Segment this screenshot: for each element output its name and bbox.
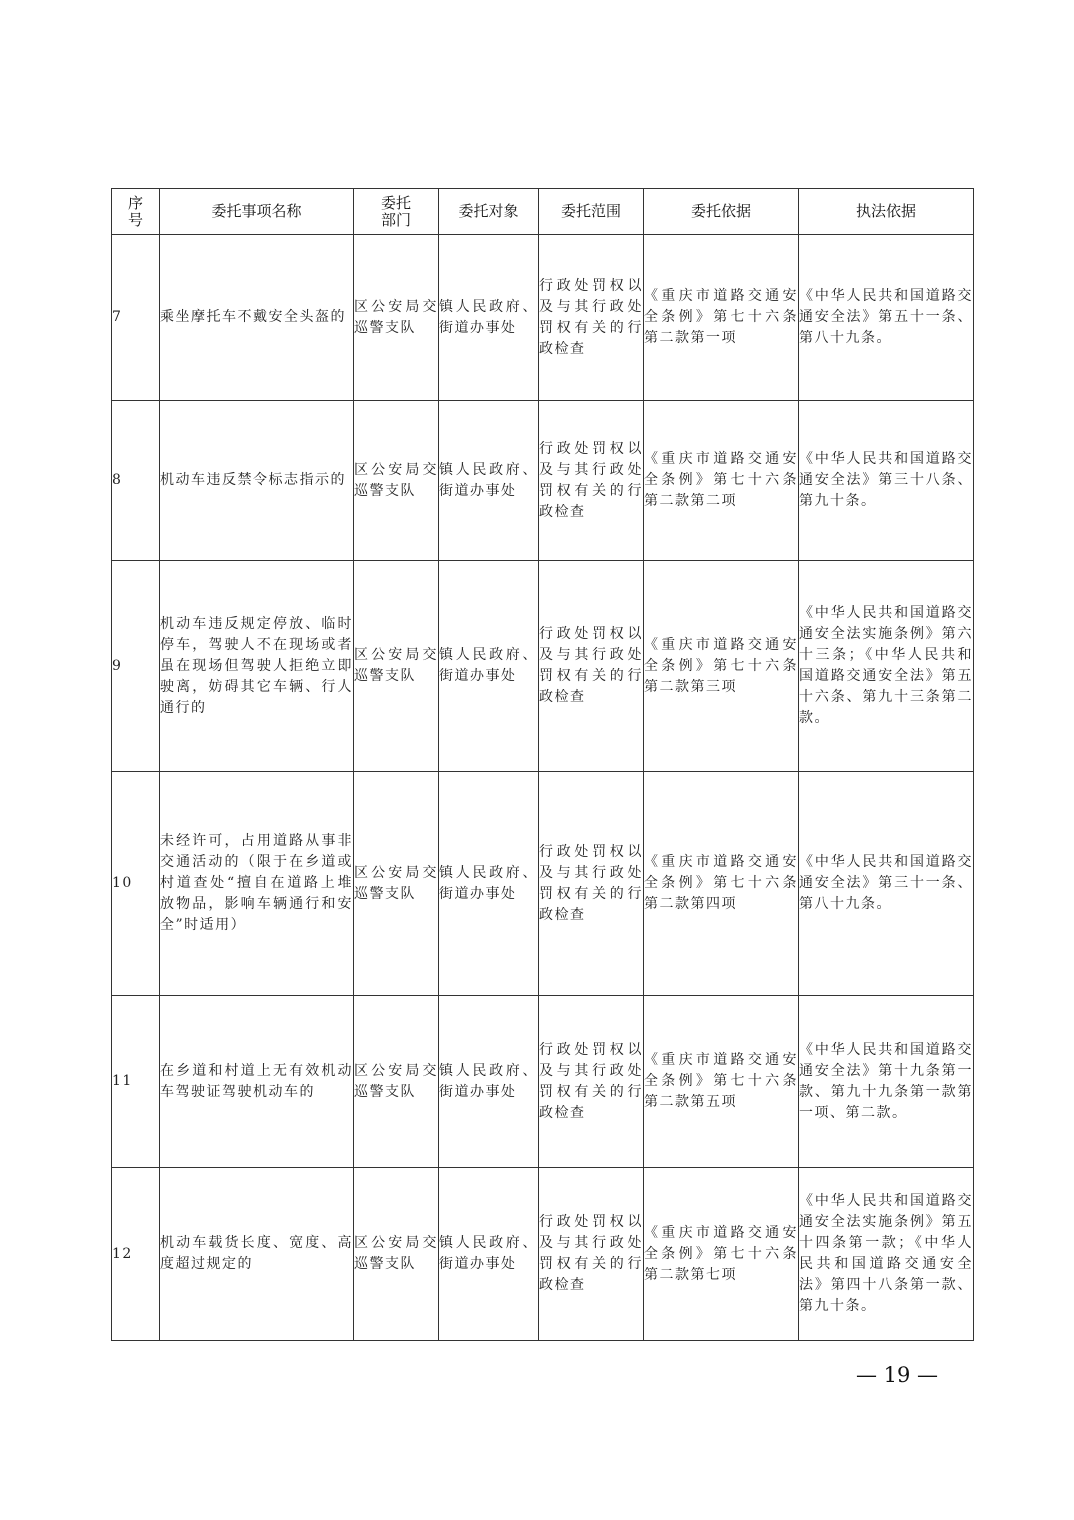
delegation-basis-cell: 《重庆市道路交通安全条例》第七十六条第二款第二项 — [644, 401, 799, 561]
scope-cell: 行政处罚权以及与其行政处罚权有关的行政检查 — [539, 401, 644, 561]
header-delegation-basis: 委托依据 — [644, 189, 799, 235]
enforcement-basis-cell: 《中华人民共和国道路交通安全法实施条例》第六十三条；《中华人民共和国道路交通安全法》第五十六条、第九十三条第二款。 — [799, 561, 974, 772]
scope-cell: 行政处罚权以及与其行政处罚权有关的行政检查 — [539, 1168, 644, 1341]
page-number: — 19 — — [855, 1363, 939, 1387]
table-header-row — [112, 189, 974, 235]
serial-number-cell: 12 — [112, 1168, 160, 1341]
target-cell: 镇人民政府、街道办事处 — [439, 772, 539, 996]
department-cell: 区公安局交巡警支队 — [354, 561, 439, 772]
enforcement-basis-cell: 《中华人民共和国道路交通安全法》第五十一条、第八十九条。 — [799, 235, 974, 401]
table-row — [112, 561, 974, 772]
item-name-cell: 机动车违反禁令标志指示的 — [160, 401, 354, 561]
enforcement-basis-cell: 《中华人民共和国道路交通安全法实施条例》第五十四条第一款；《中华人民共和国道路交通安全法》第四十八条第一款、第九十条。 — [799, 1168, 974, 1341]
scope-cell: 行政处罚权以及与其行政处罚权有关的行政检查 — [539, 235, 644, 401]
serial-number-cell: 9 — [112, 561, 160, 772]
table-row — [112, 401, 974, 561]
department-cell: 区公安局交巡警支队 — [354, 401, 439, 561]
department-cell: 区公安局交巡警支队 — [354, 772, 439, 996]
header-target: 委托对象 — [439, 189, 539, 235]
target-cell: 镇人民政府、街道办事处 — [439, 1168, 539, 1341]
scope-cell: 行政处罚权以及与其行政处罚权有关的行政检查 — [539, 561, 644, 772]
delegation-table — [111, 188, 974, 1341]
header-item-name: 委托事项名称 — [160, 189, 354, 235]
serial-number-cell: 10 — [112, 772, 160, 996]
header-enforcement-basis: 执法依据 — [799, 189, 974, 235]
item-name-cell: 乘坐摩托车不戴安全头盔的 — [160, 235, 354, 401]
enforcement-basis-cell: 《中华人民共和国道路交通安全法》第三十一条、第八十九条。 — [799, 772, 974, 996]
delegation-basis-cell: 《重庆市道路交通安全条例》第七十六条第二款第一项 — [644, 235, 799, 401]
header-department: 委托部门 — [354, 189, 439, 235]
department-cell: 区公安局交巡警支队 — [354, 1168, 439, 1341]
delegation-basis-cell: 《重庆市道路交通安全条例》第七十六条第二款第四项 — [644, 772, 799, 996]
target-cell: 镇人民政府、街道办事处 — [439, 401, 539, 561]
table-row — [112, 235, 974, 401]
department-cell: 区公安局交巡警支队 — [354, 996, 439, 1168]
enforcement-basis-cell: 《中华人民共和国道路交通安全法》第三十八条、第九十条。 — [799, 401, 974, 561]
header-serial-number: 序号 — [112, 189, 160, 235]
enforcement-basis-cell: 《中华人民共和国道路交通安全法》第十九条第一款、第九十九条第一款第一项、第二款。 — [799, 996, 974, 1168]
department-cell: 区公安局交巡警支队 — [354, 235, 439, 401]
item-name-cell: 未经许可，占用道路从事非交通活动的（限于在乡道或村道查处“擅自在道路上堆放物品，影响车辆通行和安全”时适用） — [160, 772, 354, 996]
target-cell: 镇人民政府、街道办事处 — [439, 996, 539, 1168]
table-row — [112, 772, 974, 996]
delegation-basis-cell: 《重庆市道路交通安全条例》第七十六条第二款第三项 — [644, 561, 799, 772]
scope-cell: 行政处罚权以及与其行政处罚权有关的行政检查 — [539, 996, 644, 1168]
item-name-cell: 在乡道和村道上无有效机动车驾驶证驾驶机动车的 — [160, 996, 354, 1168]
scope-cell: 行政处罚权以及与其行政处罚权有关的行政检查 — [539, 772, 644, 996]
target-cell: 镇人民政府、街道办事处 — [439, 561, 539, 772]
item-name-cell: 机动车载货长度、宽度、高度超过规定的 — [160, 1168, 354, 1341]
table-row — [112, 996, 974, 1168]
serial-number-cell: 8 — [112, 401, 160, 561]
serial-number-cell: 7 — [112, 235, 160, 401]
serial-number-cell: 11 — [112, 996, 160, 1168]
table-row — [112, 1168, 974, 1341]
delegation-basis-cell: 《重庆市道路交通安全条例》第七十六条第二款第五项 — [644, 996, 799, 1168]
header-scope: 委托范围 — [539, 189, 644, 235]
item-name-cell: 机动车违反规定停放、临时停车，驾驶人不在现场或者虽在现场但驾驶人拒绝立即驶离，妨碍其它车辆、行人通行的 — [160, 561, 354, 772]
target-cell: 镇人民政府、街道办事处 — [439, 235, 539, 401]
delegation-basis-cell: 《重庆市道路交通安全条例》第七十六条第二款第七项 — [644, 1168, 799, 1341]
